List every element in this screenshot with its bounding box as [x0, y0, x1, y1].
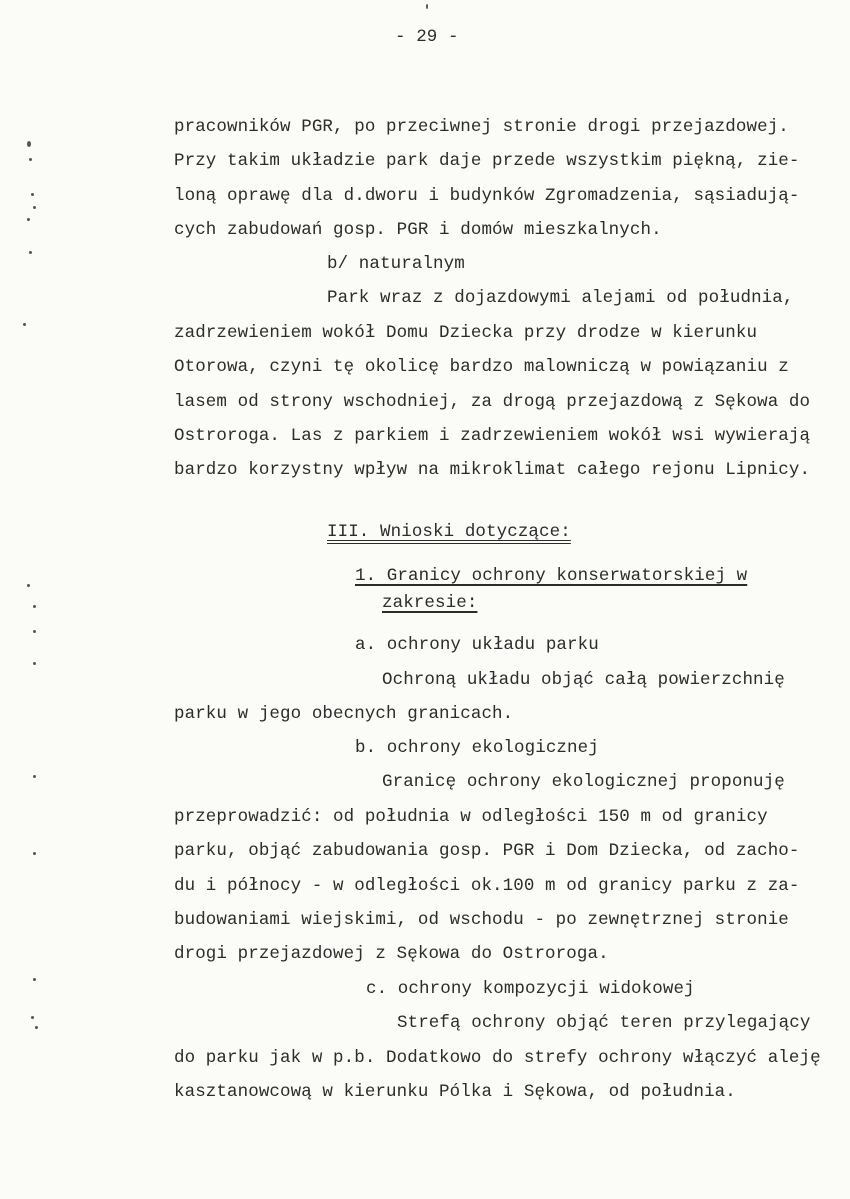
scan-speck [23, 323, 26, 326]
text-line: zadrzewieniem wokół Domu Dziecka przy drodze w kierunku [174, 323, 758, 343]
scan-speck [27, 584, 30, 587]
subsection-heading: b/ naturalnym [327, 254, 465, 274]
text-line: loną oprawę dla d.dworu i budynków Zgromadzenia, sąsiadują- [174, 186, 800, 206]
scan-speck [426, 4, 428, 9]
scan-speck [33, 605, 36, 608]
page-number: - 29 - [395, 27, 459, 47]
section-heading: III. Wnioski dotyczące: [327, 522, 571, 542]
scan-speck [33, 978, 36, 981]
text-line: Ostroroga. Las z parkiem i zadrzewieniem wokół wsi wywierają [174, 426, 811, 446]
text-line: parku w jego obecnych granicach. [174, 704, 514, 724]
scan-speck [29, 251, 32, 254]
text-line: drogi przejazdowej z Sękowa do Ostroroga. [174, 944, 609, 964]
scan-speck [33, 662, 36, 665]
text-line: lasem od strony wschodniej, za drogą przejazdową z Sękowa do [174, 392, 811, 412]
text-line: pracowników PGR, po przeciwnej stronie drogi przejazdowej. [174, 117, 789, 137]
scan-speck [33, 630, 36, 633]
scan-speck [33, 852, 36, 855]
text-line: kasztanowcową w kierunku Pólka i Sękowa, od południa. [174, 1082, 736, 1102]
subsection-heading: c. ochrony kompozycji widokowej [366, 979, 695, 999]
text-line: Park wraz z dojazdowymi alejami od południa, [327, 288, 794, 308]
scan-speck [31, 193, 34, 196]
subsection-heading: b. ochrony ekologicznej [355, 738, 599, 758]
scan-speck [33, 206, 36, 209]
text-line: cych zabudowań gosp. PGR i domów mieszkalnych. [174, 220, 662, 240]
text-line: Otorowa, czyni tę okolicę bardzo malowniczą w powiązaniu z [174, 357, 789, 377]
text-line: bardzo korzystny wpływ na mikroklimat całego rejonu Lipnicy. [174, 460, 811, 480]
text-line: przeprowadzić: od południa w odległości 150 m od granicy [174, 807, 768, 827]
scan-speck [35, 1026, 38, 1029]
scan-speck [27, 141, 31, 147]
subsection-heading: a. ochrony układu parku [355, 635, 599, 655]
text-line: du i północy - w odległości ok.100 m od granicy parku z za- [174, 876, 800, 896]
scan-speck [33, 775, 36, 778]
text-line: Granicę ochrony ekologicznej proponuję [382, 772, 785, 792]
text-line: Przy takim układzie park daje przede wszystkim piękną, zie- [174, 151, 800, 171]
subsection-heading: zakresie: [382, 593, 478, 613]
subsection-heading: 1. Granicy ochrony konserwatorskiej w [355, 566, 748, 586]
text-line: budowaniami wiejskimi, od wschodu - po zewnętrznej stronie [174, 910, 789, 930]
text-line: Ochroną układu objąć całą powierzchnię [382, 670, 785, 690]
text-line: do parku jak w p.b. Dodatkowo do strefy ochrony włączyć aleję [174, 1048, 821, 1068]
scan-speck [27, 218, 30, 221]
text-line: Strefą ochrony objąć teren przylegający [397, 1013, 811, 1033]
scan-speck [29, 158, 32, 161]
scan-speck [31, 1016, 34, 1019]
text-line: parku, objąć zabudowania gosp. PGR i Dom Dziecka, od zacho- [174, 841, 800, 861]
